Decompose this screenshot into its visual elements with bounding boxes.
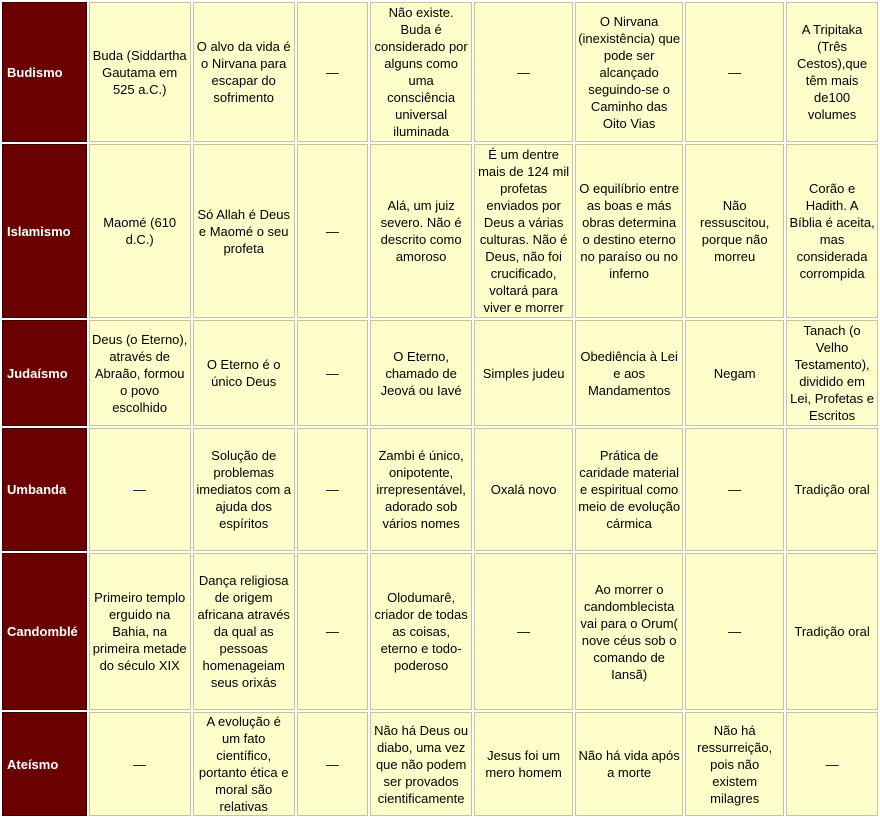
table-cell: Não há Deus ou diabo, uma vez que não podem ser provados cientificamente [370,712,472,816]
table-cell: Olodumarê, criador de todas as coisas, eterno e todo-poderoso [370,553,472,710]
table-cell: Não há vida após a morte [575,712,683,816]
table-cell: O alvo da vida é o Nirvana para escapar do sofrimento [193,2,295,142]
table-cell: O equilíbrio entre as boas e más obras determina o destino eterno no paraíso ou no inferno [575,144,683,318]
table-cell: — [297,2,368,142]
table-cell: — [685,428,784,551]
table-cell: Oxalá novo [474,428,573,551]
table-cell: — [89,712,191,816]
table-row-umbanda [2,428,878,551]
table-cell: — [474,2,573,142]
table-cell: Tradição oral [786,428,878,551]
table-cell: Simples judeu [474,320,573,426]
table-cell: — [297,320,368,426]
table-cell: — [685,553,784,710]
table-cell: — [297,712,368,816]
table-cell: Não há ressurreição, pois não existem milagres [685,712,784,816]
table-cell: Só Allah é Deus e Maomé o seu profeta [193,144,295,318]
table-cell: Tanach (o Velho Testamento), dividido em Lei, Profetas e Escritos [786,320,878,426]
table-cell: Zambi é único, onipotente, irrepresentável, adorado sob vários nomes [370,428,472,551]
table-cell: O Eterno é o único Deus [193,320,295,426]
table-cell: Obediência à Lei e aos Mandamentos [575,320,683,426]
table-cell: Corão e Hadith. A Bíblia é aceita, mas considerada corrompida [786,144,878,318]
table-row-budismo [2,2,878,142]
table-row-islamismo [2,144,878,318]
religion-name-cell: Umbanda [2,428,87,551]
table-cell: O Eterno, chamado de Jeová ou Iavé [370,320,472,426]
table-cell: — [89,428,191,551]
table-cell: — [685,2,784,142]
table-cell: Prática de caridade material e espiritual como meio de evolução cármica [575,428,683,551]
table-cell: Deus (o Eterno), através de Abraão, formou o povo escolhido [89,320,191,426]
table-cell: Não existe. Buda é considerado por alguns como uma consciência universal iluminada [370,2,472,142]
table-cell: Negam [685,320,784,426]
table-cell: Dança religiosa de origem africana através da qual as pessoas homenageiam seus orixás [193,553,295,710]
table-cell: O Nirvana (inexistência) que pode ser alcançado seguindo-se o Caminho das Oito Vias [575,2,683,142]
table-cell: Jesus foi um mero homem [474,712,573,816]
table-cell: — [786,712,878,816]
table-cell: Maomé (610 d.C.) [89,144,191,318]
table-row-ateismo [2,712,878,816]
table-cell: É um dentre mais de 124 mil profetas enviados por Deus a várias culturas. Não é Deus, não foi crucificado, voltará para viver e morrer [474,144,573,318]
table-cell: A evolução é um fato científico, portanto ética e moral são relativas [193,712,295,816]
religion-name-cell: Budismo [2,2,87,142]
table-cell: Buda (Siddartha Gautama em 525 a.C.) [89,2,191,142]
religion-name-cell: Ateísmo [2,712,87,816]
table-row-judaismo [2,320,878,426]
table-cell: — [297,553,368,710]
table-cell: Solução de problemas imediatos com a ajuda dos espíritos [193,428,295,551]
religion-name-cell: Islamismo [2,144,87,318]
table-cell: — [297,428,368,551]
table-row-candomble [2,553,878,710]
table-cell: Primeiro templo erguido na Bahia, na primeira metade do século XIX [89,553,191,710]
table-cell: Alá, um juiz severo. Não é descrito como amoroso [370,144,472,318]
religion-name-cell: Candomblé [2,553,87,710]
religion-name-cell: Judaísmo [2,320,87,426]
table-cell: — [297,144,368,318]
table-cell: Não ressuscitou, porque não morreu [685,144,784,318]
table-cell: Tradição oral [786,553,878,710]
table-cell: A Tripitaka (Três Cestos),que têm mais de100 volumes [786,2,878,142]
table-cell: — [474,553,573,710]
table-cell: Ao morrer o candomblecista vai para o Orum( nove céus sob o comando de Iansã) [575,553,683,710]
